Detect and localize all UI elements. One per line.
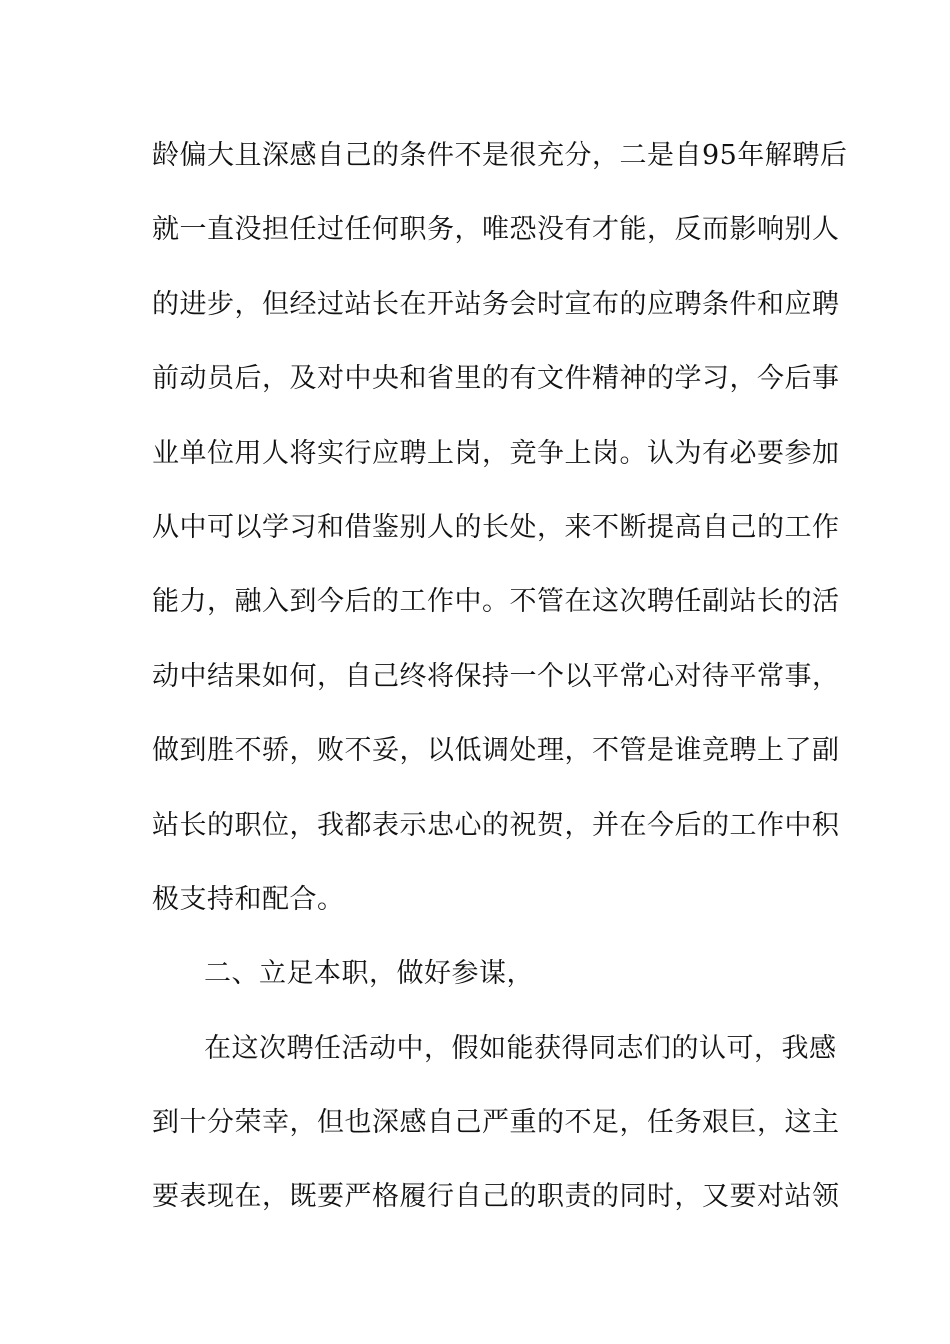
text-line: 的进步，但经过站长在开站务会时宣布的应聘条件和应聘 xyxy=(152,288,840,320)
text-line: 到十分荣幸，但也深感自己严重的不足，任务艰巨，这主 xyxy=(152,1107,840,1139)
text-line: 业单位用人将实行应聘上岗，竞争上岗。认为有必要参加 xyxy=(152,437,840,469)
text-line: 能力，融入到今后的工作中。不管在这次聘任副站长的活 xyxy=(152,586,840,618)
text-line: 就一直没担任过任何职务，唯恐没有才能，反而影响别人 xyxy=(152,214,840,246)
text-line: 做到胜不骄，败不妥，以低调处理，不管是谁竞聘上了副 xyxy=(152,735,840,767)
text-line: 站长的职位，我都表示忠心的祝贺，并在今后的工作中积 xyxy=(152,809,840,841)
text-line: 前动员后，及对中央和省里的有文件精神的学习，今后事 xyxy=(152,363,840,395)
text-line: 从中可以学习和借鉴别人的长处，来不断提高自己的工作 xyxy=(152,511,840,543)
text-line: 极支持和配合。 xyxy=(152,883,345,915)
document-body xyxy=(152,128,848,1244)
section-heading: 二、立足本职，做好参谋， xyxy=(204,958,534,990)
paragraph-first-line: 在这次聘任活动中，假如能获得同志们的认可，我感 xyxy=(204,1032,837,1064)
text-line: 要表现在，既要严格履行自己的职责的同时，又要对站领 xyxy=(152,1181,840,1213)
text-line: 动中结果如何，自己终将保持一个以平常心对待平常事， xyxy=(152,660,840,692)
text-line: 龄偏大且深感自己的条件不是很充分，二是自95年解聘后 xyxy=(152,140,848,171)
